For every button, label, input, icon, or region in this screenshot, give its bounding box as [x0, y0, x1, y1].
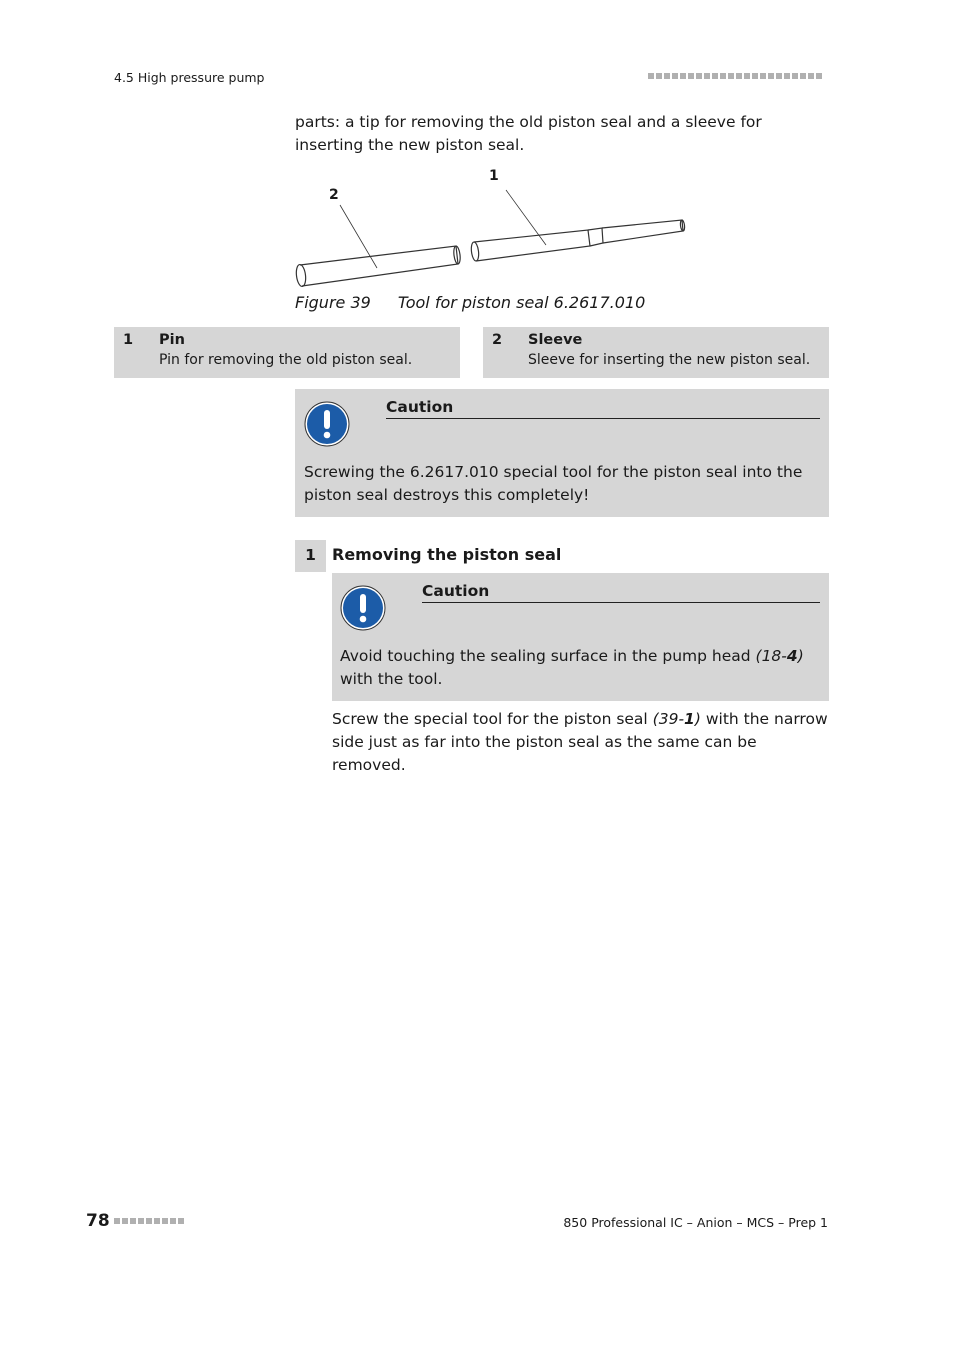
- step-title: Removing the piston seal: [332, 545, 562, 564]
- caution-text: [340, 645, 825, 691]
- legend-title: Sleeve: [528, 332, 583, 348]
- header-section-title: 4.5 High pressure pump: [114, 70, 265, 85]
- legend-item: [483, 327, 829, 378]
- figure-title: Tool for piston seal 6.2617.010: [397, 293, 646, 312]
- legend-item: [114, 327, 460, 378]
- exclamation-icon: [340, 585, 386, 631]
- caution-text-after: with the tool.: [340, 670, 443, 688]
- footer-document-title: 850 Professional IC – Anion – MCS – Prep 1: [563, 1215, 828, 1230]
- figure-reference: (18-4): [755, 647, 804, 665]
- legend-number: 1: [123, 332, 134, 348]
- legend-description: Sleeve for inserting the new piston seal.: [528, 352, 811, 368]
- intro-paragraph: parts: a tip for removing the old piston seal and a sleeve for inserting the new piston seal.: [295, 113, 762, 154]
- sleeve-shape: [300, 246, 458, 286]
- caution-title: Caution: [386, 398, 820, 419]
- legend-number: 2: [492, 332, 503, 348]
- caution-box: [295, 389, 829, 517]
- exclamation-icon: [304, 401, 350, 447]
- header-dots-decoration: [648, 73, 822, 79]
- figure-caption: [295, 293, 645, 312]
- caution-title: Caution: [422, 582, 820, 603]
- legend-title: Pin: [159, 332, 185, 348]
- page-number: 78: [86, 1211, 110, 1231]
- figure-reference: (39-1): [652, 710, 701, 728]
- figure-number: Figure 39: [295, 293, 371, 312]
- step-body-text: Screw the special tool for the piston seal (39-1) with the narrow side just as far into the piston seal as the same can be removed.: [332, 710, 828, 774]
- caution-text: Screwing the 6.2617.010 special tool for the piston seal into the piston seal destroys this completely!: [304, 463, 803, 504]
- pin-shape: [474, 230, 590, 261]
- figure-callout-2: 2: [329, 187, 339, 203]
- caution-text-before: Avoid touching the sealing surface in the pump head: [340, 647, 756, 665]
- figure-callout-1: 1: [489, 168, 499, 184]
- legend-description: Pin for removing the old piston seal.: [159, 352, 413, 368]
- step-number: 1: [295, 540, 326, 572]
- footer-dots-decoration: [114, 1218, 184, 1224]
- caution-box: [332, 573, 829, 701]
